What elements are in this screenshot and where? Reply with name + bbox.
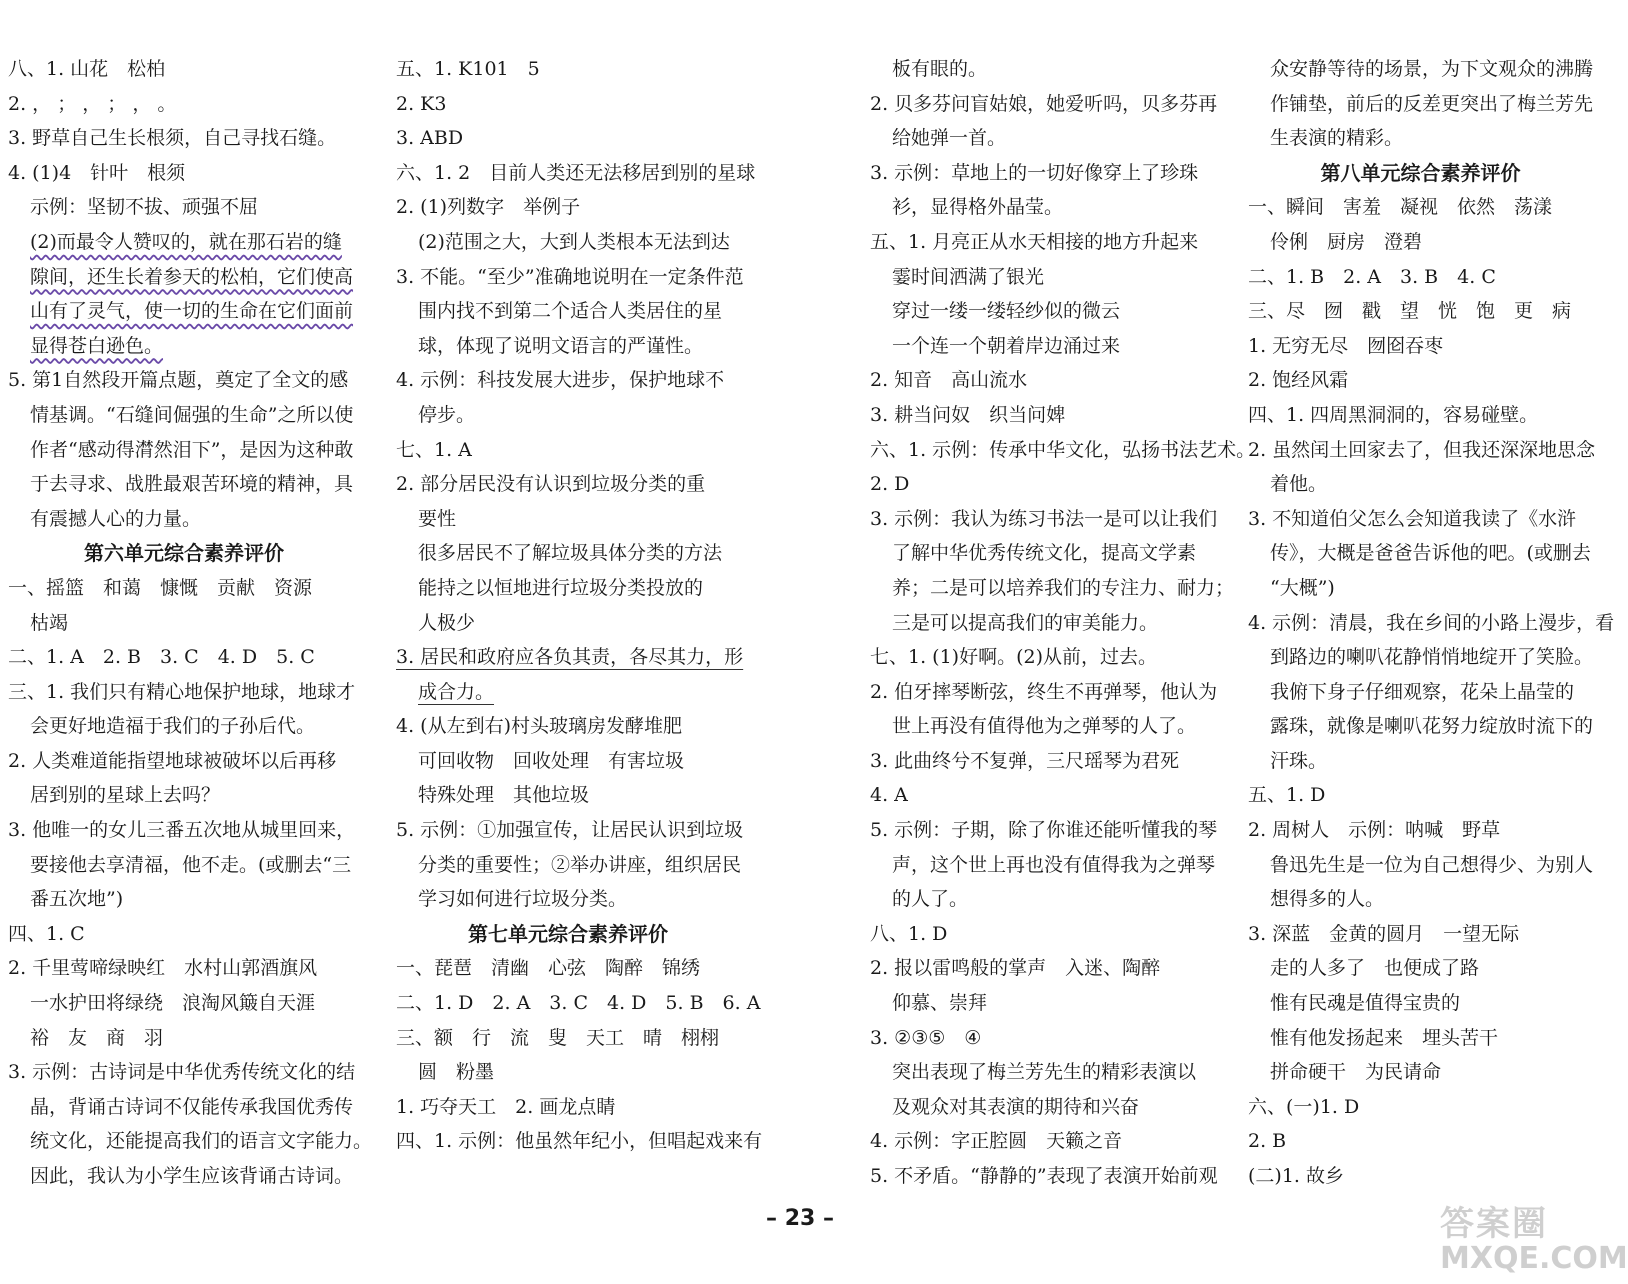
- answer-line: 众安静等待的场景，为下文观众的沸腾: [1270, 58, 1594, 80]
- answer-line: 山有了灵气，使一切的生命在它们面前: [30, 300, 354, 323]
- answer-line: 3. ②③⑤ ④: [870, 1026, 982, 1049]
- answer-line: 圆 粉墨: [418, 1061, 495, 1084]
- answer-line: 一水护田将绿绕 浪淘风簸自天涯: [30, 992, 316, 1015]
- answer-line: 七、1. (1)好啊。(2)从前，过去。: [870, 646, 1157, 669]
- answer-line: 5. 第1自然段开篇点题，奠定了全文的感: [8, 369, 349, 392]
- answer-line: 仰慕、崇拜: [892, 992, 988, 1015]
- answer-line: 4. (1)4 针叶 根须: [8, 161, 186, 184]
- answer-line: 三、1. 我们只有精心地保护地球，地球才: [8, 680, 356, 703]
- answer-line: 2. 周树人 示例：呐喊 野草: [1248, 819, 1501, 842]
- answer-line: 五、1. 月亮正从水天相接的地方升起来: [870, 230, 1199, 253]
- answer-line: 鲁迅先生是一位为自己想得少、为别人: [1270, 853, 1594, 876]
- answer-line: 衫，显得格外晶莹。: [892, 196, 1064, 219]
- answer-line: 2. D: [870, 473, 910, 496]
- answer-line: 情基调。“石缝间倔强的生命”之所以使: [30, 403, 354, 426]
- answer-line: 八、1. D: [870, 922, 948, 945]
- answer-line: 作者“感动得潸然泪下”，是因为这种敢: [30, 438, 354, 461]
- answer-line: 3. 耕当问奴 织当问婢: [870, 403, 1066, 426]
- section-heading: 第七单元综合素养评价: [468, 921, 668, 946]
- answer-line: 一个连一个朝着岸边涌过来: [892, 334, 1121, 357]
- answer-line: 能持之以恒地进行垃圾分类投放的: [418, 576, 704, 599]
- answer-line: 2. 知音 高山流水: [870, 369, 1028, 392]
- answer-line: 3. 示例：古诗词是中华优秀传统文化的结: [8, 1061, 356, 1084]
- answer-line: 三、额 行 流 叟 天工 晴 栩栩: [396, 1026, 720, 1049]
- watermark-bottom-text: MXQE.COM: [1440, 1241, 1628, 1276]
- answer-line: (二)1. 故乡: [1248, 1165, 1344, 1187]
- answer-line: 生表演的精彩。: [1270, 127, 1404, 150]
- answer-line: 惟有民魂是值得宝贵的: [1270, 992, 1461, 1015]
- answer-line: 露珠，就像是喇叭花努力绽放时流下的: [1270, 715, 1594, 738]
- answer-line: 4. A: [870, 784, 908, 807]
- answer-column-4: [1248, 52, 1615, 1194]
- answer-column-2: [396, 52, 763, 1159]
- answer-column-1: [8, 52, 373, 1194]
- section-heading: 第六单元综合素养评价: [84, 541, 284, 566]
- answer-line: 2. (1)列数字 举例子: [396, 196, 581, 219]
- answer-line: 世上再没有值得他为之弹琴的人了。: [892, 715, 1197, 738]
- answer-line: 2. 虽然闰土回家去了，但我还深深地思念: [1248, 438, 1596, 461]
- answer-line: 六、(一)1. D: [1248, 1095, 1360, 1118]
- answer-line: 可回收物 回收处理 有害垃圾: [418, 749, 685, 772]
- answer-line: 2. 饱经风霜: [1248, 369, 1349, 392]
- answer-line: 一、瞬间 害羞 凝视 依然 荡漾: [1248, 196, 1553, 219]
- answer-line: 成合力。: [418, 680, 495, 703]
- answer-line: 学习如何进行垃圾分类。: [418, 888, 628, 911]
- answer-line: 会更好地造福于我们的子孙后代。: [30, 715, 316, 738]
- answer-line: 穿过一缕一缕轻纱似的微云: [892, 300, 1121, 323]
- answer-line: 球，体现了说明文语言的严谨性。: [418, 334, 704, 357]
- answer-line: 3. 示例：草地上的一切好像穿上了珍珠: [870, 161, 1199, 184]
- answer-line: 5. 不矛盾。“静静的”表现了表演开始前观: [870, 1165, 1218, 1187]
- answer-line: 4. 示例：清晨，我在乡间的小路上漫步，看: [1248, 611, 1615, 634]
- answer-line: 2. ， ； ， ； ， 。: [8, 92, 177, 115]
- answer-line: 有震撼人心的力量。: [30, 507, 202, 530]
- answer-line: (2)范围之大，大到人类根本无法到达: [418, 230, 730, 253]
- answer-line: 隙间，还生长着参天的松柏，它们使高: [30, 265, 354, 288]
- answer-line: 二、1. D 2. A 3. C 4. D 5. B 6. A: [396, 992, 761, 1015]
- answer-line: 3. 不能。“至少”准确地说明在一定条件范: [396, 265, 744, 288]
- answer-line: 二、1. B 2. A 3. B 4. C: [1248, 265, 1496, 288]
- answer-line: 一、摇篮 和蔼 慷慨 贡献 资源: [8, 576, 313, 599]
- answer-line: 4. (从左到右)村头玻璃房发酵堆肥: [396, 715, 682, 738]
- answer-line: 七、1. A: [396, 438, 472, 461]
- answer-line: 2. 人类难道能指望地球被破坏以后再移: [8, 749, 337, 772]
- answer-line: 养；二是可以培养我们的专注力、耐力；: [892, 576, 1235, 599]
- answer-line: 及观众对其表演的期待和兴奋: [892, 1095, 1140, 1118]
- answer-line: 3. 不知道伯父怎么会知道我读了《水浒: [1248, 507, 1577, 530]
- answer-line: 人极少: [418, 611, 476, 634]
- answer-column-3: [870, 52, 1256, 1194]
- answer-line: 要接他去享清福，他不走。(或删去“三: [30, 853, 352, 876]
- answer-line: 1. 巧夺天工 2. 画龙点睛: [396, 1095, 616, 1118]
- watermark-logo: [1440, 1196, 1628, 1278]
- answer-line: 3. 居民和政府应各负其责，各尽其力，形: [396, 646, 744, 669]
- answer-line: “大概”): [1270, 576, 1335, 599]
- answer-line: 3. 此曲终兮不复弹，三尺瑶琴为君死: [870, 749, 1180, 772]
- answer-line: 2. 贝多芬问盲姑娘，她爱听吗，贝多芬再: [870, 92, 1218, 115]
- answer-line: 2. 部分居民没有认识到垃圾分类的重: [396, 473, 706, 496]
- answer-line: 5. 示例：子期，除了你谁还能听懂我的琴: [870, 819, 1218, 842]
- answer-line: 统文化，还能提高我们的语言文字能力。: [30, 1130, 373, 1153]
- answer-line: 四、1. 四周黑洞洞的，容易碰壁。: [1248, 403, 1539, 426]
- answer-line: 很多居民不了解垃圾具体分类的方法: [418, 542, 723, 565]
- answer-line: 六、1. 2 目前人类还无法移居到别的星球: [396, 161, 756, 184]
- answer-line: 四、1. C: [8, 922, 85, 945]
- answer-line: 三是可以提高我们的审美能力。: [892, 611, 1159, 634]
- answer-line: 4. 示例：科技发展大进步，保护地球不: [396, 369, 725, 392]
- answer-line: 的人了。: [892, 888, 969, 911]
- answer-line: 了解中华优秀传统文化，提高文学素: [892, 542, 1197, 565]
- answer-line: 板有眼的。: [892, 58, 988, 80]
- answer-line: 想得多的人。: [1270, 888, 1385, 911]
- answer-line: 番五次地”): [30, 888, 124, 911]
- answer-line: 围内找不到第二个适合人类居住的星: [418, 300, 723, 323]
- answer-line: (2)而最令人赞叹的，就在那石岩的缝: [30, 230, 342, 253]
- answer-line: 突出表现了梅兰芳先生的精彩表演以: [892, 1061, 1197, 1084]
- answer-line: 拼命硬干 为民请命: [1270, 1061, 1442, 1084]
- answer-line: 2. B: [1248, 1130, 1287, 1153]
- answer-line: 居到别的星球上去吗？: [30, 784, 221, 807]
- answer-line: 霎时间洒满了银光: [892, 265, 1045, 288]
- section-heading: 第八单元综合素养评价: [1320, 160, 1521, 185]
- watermark-top-text: 答案圈: [1440, 1204, 1548, 1244]
- answer-line: 2. K3: [396, 92, 447, 115]
- answer-line: 六、1. 示例：传承中华文化，弘扬书法艺术。: [870, 438, 1256, 461]
- answer-line: 走的人多了 也便成了路: [1270, 957, 1480, 980]
- answer-line: 惟有他发扬起来 埋头苦干: [1270, 1026, 1499, 1049]
- answer-line: 五、1. D: [1248, 784, 1326, 807]
- answer-line: 给她弹一首。: [892, 127, 1007, 150]
- answer-line: 示例：坚韧不拔、顽强不屈: [30, 196, 259, 219]
- answer-line: 1. 无穷无尽 囫囵吞枣: [1248, 334, 1444, 357]
- answer-line: 三、尽 囫 戳 望 恍 饱 更 病: [1248, 300, 1572, 323]
- answer-line: 五、1. K101 5: [396, 58, 540, 80]
- answer-line: 特殊处理 其他垃圾: [418, 784, 590, 807]
- answer-line: 着他。: [1270, 473, 1328, 496]
- answer-line: 晶，背诵古诗词不仅能传承我国优秀传: [30, 1095, 354, 1118]
- answer-line: 声，这个世上再也没有值得我为之弹琴: [892, 853, 1216, 876]
- answer-line: 伶俐 厨房 澄碧: [1270, 230, 1423, 253]
- answer-line: 停步。: [418, 403, 476, 426]
- answer-line: 要性: [418, 507, 457, 530]
- answer-line: 枯竭: [30, 611, 69, 634]
- answer-line: 2. 千里莺啼绿映红 水村山郭酒旗风: [8, 957, 318, 980]
- answer-line: 4. 示例：字正腔圆 天籁之音: [870, 1130, 1123, 1153]
- answer-line: 2. 报以雷鸣般的掌声 入迷、陶醉: [870, 957, 1161, 980]
- answer-line: 3. 野草自己生长根须，自己寻找石缝。: [8, 127, 337, 150]
- answer-line: 裕 友 商 羽: [30, 1026, 164, 1049]
- answer-line: 汗珠。: [1270, 749, 1328, 772]
- answer-line: 因此，我认为小学生应该背诵古诗词。: [30, 1165, 354, 1187]
- answer-line: 作铺垫，前后的反差更突出了梅兰芳先: [1270, 92, 1594, 115]
- answer-line: 一、琵琶 清幽 心弦 陶醉 锦绣: [396, 957, 701, 980]
- answer-line: 传》，大概是爸爸告诉他的吧。(或删去: [1270, 542, 1591, 565]
- answer-line: 四、1. 示例：他虽然年纪小，但唱起戏来有: [396, 1130, 763, 1153]
- answer-line: 3. ABD: [396, 127, 464, 150]
- answer-line: 3. 示例：我认为练习书法一是可以让我们: [870, 507, 1218, 530]
- answer-line: 3. 深蓝 金黄的圆月 一望无际: [1248, 922, 1520, 945]
- answer-line: 二、1. A 2. B 3. C 4. D 5. C: [8, 646, 315, 669]
- answer-line: 于去寻求、战胜最艰苦环境的精神，具: [30, 473, 354, 496]
- answer-line: 3. 他唯一的女儿三番五次地从城里回来，: [8, 819, 356, 842]
- answer-line: 八、1. 山花 松柏: [8, 58, 166, 80]
- answer-line: 5. 示例：①加强宣传，让居民认识到垃圾: [396, 819, 744, 842]
- answer-line: 到路边的喇叭花静悄悄地绽开了笑脸。: [1270, 646, 1594, 669]
- answer-line: 分类的重要性；②举办讲座，组织居民: [418, 853, 742, 876]
- page-number: – 23 –: [766, 1206, 834, 1231]
- answer-line: 显得苍白逊色。: [30, 334, 164, 357]
- answer-line: 2. 伯牙摔琴断弦，终生不再弹琴，他认为: [870, 680, 1218, 703]
- answer-line: 我俯下身子仔细观察，花朵上晶莹的: [1270, 680, 1575, 703]
